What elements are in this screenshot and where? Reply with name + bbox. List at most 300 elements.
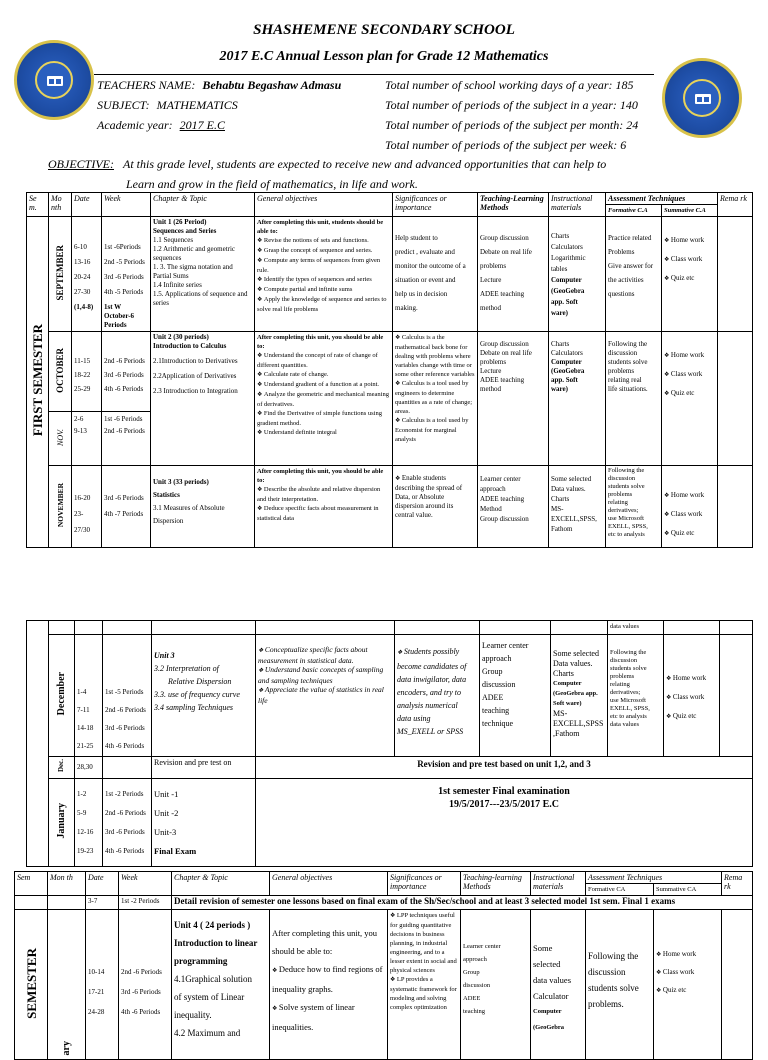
semester-label: SEMESTER <box>23 947 39 1019</box>
objective-item: ❖ Appreciate the value of statistics in real life <box>258 685 392 705</box>
formative-line: relating <box>608 499 628 506</box>
summative-line: ❖ Quiz etc <box>664 384 715 403</box>
material-line: ware) <box>551 385 568 393</box>
objectives-intro: After completing this unit, you should be able to: <box>272 928 378 956</box>
summative-line: ❖ Home work <box>666 669 717 688</box>
material-line: Fathom <box>551 525 573 533</box>
objective-item: ❖ Understand gradient of a function at a point. <box>257 380 390 390</box>
topic: 1.4 Infinite series <box>153 281 202 289</box>
remark-cell <box>722 910 753 1060</box>
significance-line: ❖ Calculus is a tool used by engineers to determine quantities as a rate of change; areas. <box>395 379 475 416</box>
week-value: 3rd -6 Periods <box>104 371 144 379</box>
date-value: 10-14 <box>88 968 105 976</box>
topic: Relative Dispersion <box>168 677 232 686</box>
week-value: 2nd -5 Periods <box>104 258 145 266</box>
formative-line: data values <box>610 721 640 728</box>
week-value: 3rd -6 Periods <box>121 988 161 996</box>
col-date: Date <box>72 193 102 217</box>
exam-dates: 19/5/2017---23/5/2017 E.C <box>449 799 559 810</box>
week-cell <box>102 466 151 548</box>
method-line: method <box>480 385 501 393</box>
topic: Dispersion <box>153 517 184 525</box>
materials-cell <box>549 217 606 332</box>
material-line: MS- <box>553 709 568 718</box>
method-line: Learner center <box>482 641 529 650</box>
semester-cell <box>15 910 48 1060</box>
significance-line: ❖ Students possibly <box>397 645 477 660</box>
significance-cell <box>395 635 480 757</box>
col-assessment: Assessment Techniques <box>606 193 718 205</box>
formative-line: use Microsoft <box>608 515 644 522</box>
significance-cell <box>393 217 478 332</box>
objective-item: ❖ Understand basic concepts of sampling and sampling techniques <box>258 665 392 685</box>
method-line: ADEE <box>482 693 504 702</box>
chapter-cell <box>152 635 256 757</box>
topic: 2.2Application of Derivatives <box>153 372 237 380</box>
significance-line: ❖ Calculus is a the mathematical back bone for dealing with problems where variables change with time or some other reference variables <box>395 333 475 379</box>
methods-cell <box>478 466 549 548</box>
methods-cell <box>478 332 549 466</box>
date-cell <box>75 779 103 867</box>
objective-item: ❖ Compute any terms of sequences from given rule. <box>257 256 390 275</box>
significance-line: data inwigilator, data <box>397 675 467 684</box>
col-significance: Significances or importance <box>393 193 478 217</box>
summative-line: ❖ Home work <box>664 346 715 365</box>
formative-cell <box>606 217 662 332</box>
col-date: Date <box>86 872 119 896</box>
col-materials: Instructional materials <box>531 872 586 896</box>
summative-cell <box>662 332 718 466</box>
formative-line: Practice related <box>608 234 652 242</box>
date-value: 11-15 <box>74 357 91 365</box>
month-cell <box>49 217 72 332</box>
week-cell <box>102 412 151 466</box>
lesson-plan-table-2 <box>26 620 753 867</box>
objective-item: ❖ Deduce specific facts about measurement in statistical data <box>257 504 390 523</box>
significance-line: describing the spread of <box>395 484 463 492</box>
formative-cell <box>586 910 654 1060</box>
objective-item: ❖ Revise the notions of sets and functions. <box>257 236 390 246</box>
teacher-name: Behabtu Begashaw Admasu <box>202 78 342 92</box>
semester-cell <box>27 217 49 548</box>
significance-line: situation or event and <box>395 276 456 284</box>
col-significance: Significances or importance <box>388 872 461 896</box>
significance-line: Help student to <box>395 234 438 242</box>
seal-book-icon <box>35 61 73 99</box>
materials-cell <box>551 635 608 757</box>
week-value: 3rd -6 Periods <box>105 828 145 836</box>
objective-item: ❖ Understand definite integral <box>257 428 390 438</box>
significance-line: ❖ Enable students <box>395 474 475 484</box>
formative-line: students solve <box>610 665 647 672</box>
material-line: selected <box>533 959 561 969</box>
method-line: teaching <box>482 706 510 715</box>
total-periods-month: Total number of periods of the subject per month: 24 <box>385 118 639 132</box>
month-cell <box>49 466 72 548</box>
remark-cell <box>720 635 753 757</box>
col-materials: Instructional materials <box>549 193 606 217</box>
method-line: ADEE teaching <box>480 376 525 384</box>
chapter-cell: Revision and pre test on <box>152 757 256 779</box>
formative-line: EXELL, SPSS, <box>610 705 650 712</box>
formative-line: students solve <box>608 483 645 490</box>
date-value: 12-16 <box>77 828 94 836</box>
material-line: Data values. <box>551 485 586 493</box>
date-value: 5-9 <box>77 809 87 817</box>
date-value: 24-28 <box>88 1008 105 1016</box>
col-remark: Rema rk <box>722 872 753 896</box>
method-line: approach <box>480 485 506 493</box>
material-line: (GeoGebra <box>551 367 585 375</box>
formative-line: derivatives; <box>610 689 641 696</box>
formative-line: relating <box>610 681 630 688</box>
objective-item: ❖ Identify the types of sequences and series <box>257 275 390 285</box>
summative-line: ❖ Class work <box>664 250 715 269</box>
formative-line: problems <box>608 491 633 498</box>
header-row <box>27 193 753 205</box>
objectives-cell <box>255 466 393 548</box>
objective-label: OBJECTIVE: <box>48 157 114 171</box>
formative-line: students solve <box>608 358 648 366</box>
lesson-plan-table-1 <box>26 192 753 548</box>
school-name: SHASHEMENE SECONDARY SCHOOL <box>253 22 515 38</box>
formative-line: Give answer for <box>608 262 654 270</box>
col-methods: Teaching-Learning Methods <box>478 193 549 217</box>
formative-line: discussion <box>608 349 638 357</box>
subject-label: SUBJECT: <box>97 98 150 112</box>
formative-line: Following the <box>608 467 645 474</box>
significance-line: central value. <box>395 511 433 519</box>
date-cell <box>86 910 119 1060</box>
objectives-intro: After completing this unit, you should be able to: <box>257 334 384 350</box>
method-line: Group discussion <box>480 234 529 242</box>
formative-line: questions <box>608 290 635 298</box>
col-methods: Teaching-learning Methods <box>461 872 531 896</box>
topic: 3.2 Interpretation of <box>154 664 219 673</box>
chapter-cell <box>151 466 255 548</box>
summative-line: ❖ Class work <box>664 365 715 384</box>
topic: 3.1 Measures of Absolute <box>153 504 225 512</box>
unit-title: Unit 3 (33 periods) <box>153 478 209 486</box>
date-value: 19-23 <box>77 847 94 855</box>
date-cell <box>75 621 103 635</box>
summative-line: ❖ Quiz etc <box>656 982 719 1000</box>
topic: 3.3. use of frequency curve <box>154 690 240 699</box>
formative-line: Following the <box>608 340 648 348</box>
date-cell <box>72 466 102 548</box>
materials-cell <box>549 466 606 548</box>
formative-line: Following the <box>588 951 639 961</box>
table-row-december <box>27 635 753 757</box>
topic: 1.5. Applications of sequence and series <box>153 290 248 307</box>
header-row <box>15 872 753 884</box>
objectives-cell <box>256 635 395 757</box>
method-line: ADEE <box>463 995 481 1002</box>
table-row-october <box>27 332 753 412</box>
methods-cell <box>480 635 551 757</box>
material-line: Computer <box>551 358 582 366</box>
methods-cell <box>461 910 531 1060</box>
total-days: Total number of school working days of a year: 185 <box>385 78 634 92</box>
significance-cell <box>395 621 480 635</box>
col-formative: Formative CA <box>586 884 654 896</box>
summative-line: ❖ Home work <box>664 486 715 505</box>
material-line: (GeoGebra app. <box>553 690 598 697</box>
material-line: Charts <box>551 495 570 503</box>
month-cell <box>49 757 75 779</box>
material-line: app. Soft <box>551 298 578 306</box>
material-line: (GeoGebra <box>551 287 585 295</box>
topic: of system of Linear <box>174 992 245 1002</box>
objectives-cell <box>255 332 393 466</box>
month-cell <box>49 332 72 412</box>
method-line: Debate on real life problems <box>480 349 532 366</box>
method-line: Debate on real life problems <box>480 248 532 270</box>
chapter-cell <box>151 217 255 332</box>
table-row-dec-revision <box>27 757 753 779</box>
formative-line: discussion <box>610 657 638 664</box>
unit-title: Unit 2 (30 periods) <box>153 333 209 341</box>
summative-line: ❖ Class work <box>656 964 719 982</box>
topic: 4.2 Maximum and <box>174 1028 241 1038</box>
semester-label: FIRST SEMESTER <box>30 324 45 437</box>
objective-line-1 <box>48 157 606 172</box>
topic: inequality. <box>174 1010 212 1020</box>
date-value: 17-21 <box>88 988 105 996</box>
week-value: 4th -6 Periods <box>104 385 144 393</box>
objectives-intro: After completing this unit, you should be able to: <box>257 468 384 484</box>
year-label: Academic year: <box>97 118 173 132</box>
date-value: 1-2 <box>77 790 87 798</box>
date-cell: 3-7 <box>86 896 119 910</box>
formative-cell: data values <box>608 621 664 635</box>
method-line: approach <box>482 654 512 663</box>
week-value: 2nd -6 Periods <box>121 968 162 976</box>
col-assessment: Assessment Techniques <box>586 872 722 884</box>
date-value: 7-11 <box>77 706 90 714</box>
teacher-line <box>97 78 341 93</box>
week-cell <box>102 217 151 332</box>
methods-cell <box>480 621 551 635</box>
method-line: ADEE teaching <box>480 290 525 298</box>
topic: 1. 3. The sigma notation and Partial Sums <box>153 263 233 280</box>
method-line: discussion <box>482 680 516 689</box>
remark-cell <box>718 332 753 466</box>
material-line: Computer <box>533 1008 562 1015</box>
material-line: Soft ware) <box>553 700 582 707</box>
semester-cell <box>15 896 48 910</box>
material-line: tables <box>551 265 568 273</box>
material-line: Computer <box>551 276 582 284</box>
month-cell <box>48 910 86 1060</box>
significance-line: ❖ LPP techniques useful for guiding quantitative decisions in business planning, in industrial engineering, and to a lesser extent in social and physical sciences <box>390 911 458 975</box>
material-line: EXCELL,SPSS, <box>551 515 597 523</box>
objectives-cell <box>270 910 388 1060</box>
formative-line: the activities <box>608 276 644 284</box>
topic: 1.1 Sequences <box>153 236 194 244</box>
date-value: 27-30 <box>74 288 91 296</box>
significance-line: making. <box>395 304 418 312</box>
month-label: NOVEMBER <box>55 482 65 528</box>
week-value: 4th -6 Periods <box>105 742 145 750</box>
week-value: 1st W October-6 Periods <box>104 303 135 329</box>
remark-cell <box>720 621 753 635</box>
formative-cell <box>606 466 662 548</box>
total-periods-year: Total number of periods of the subject in a year: 140 <box>385 98 638 112</box>
significance-line: analysis numerical <box>397 701 458 710</box>
formative-line: problems <box>608 367 635 375</box>
col-objectives: General objectives <box>255 193 393 217</box>
seal-book-icon <box>683 79 721 117</box>
material-line: Some selected <box>553 649 599 658</box>
topic: 2.1Introduction to Derivatives <box>153 357 238 365</box>
method-line: discussion <box>463 982 491 989</box>
objective-item: ❖ Understand the concept of rate of change of different quantities. <box>257 351 390 370</box>
summative-line: ❖ Home work <box>656 946 719 964</box>
week-value: 1st -6 Periods <box>104 415 143 423</box>
col-month: Mo nth <box>49 193 72 217</box>
unit-subtitle: Introduction to linear <box>174 938 258 948</box>
objective-item: ❖ Apply the knowledge of sequence and series to solve real life problems <box>257 295 390 314</box>
lesson-plan-table-3 <box>14 871 753 1060</box>
month-cell <box>49 635 75 757</box>
formative-line: derivatives; <box>608 507 639 514</box>
month-cell <box>49 779 75 867</box>
material-line: app. Soft <box>551 376 578 384</box>
objective-item: ❖ Solve system of linear inequalities. <box>272 998 385 1036</box>
method-line: Group discussion <box>480 340 529 348</box>
formative-cell <box>608 635 664 757</box>
week-value: 1st -2 Periods <box>105 790 144 798</box>
formative-line: life situations. <box>608 385 648 393</box>
unit-subtitle: Sequences and Series <box>153 227 217 235</box>
week-value: 1st -5 Periods <box>105 688 144 696</box>
exam-merged-cell <box>256 779 753 867</box>
method-line: Learner center <box>463 943 501 950</box>
week-cell <box>103 757 152 779</box>
material-line: Some <box>533 943 553 953</box>
table-row-revision <box>15 896 753 910</box>
method-line: Group discussion <box>480 515 529 523</box>
col-chapter: Chapter & Topic <box>172 872 270 896</box>
significance-line: monitor the outcome of a <box>395 262 466 270</box>
col-formative: Formative C.A <box>606 205 662 217</box>
unit-subtitle: programming <box>174 956 228 966</box>
formative-line: Problems <box>608 248 635 256</box>
plan-title: 2017 E.C Annual Lesson plan for Grade 12 Mathematics <box>219 49 549 64</box>
significance-line: dispersion around its <box>395 502 454 510</box>
unit-title: Unit 3 <box>154 651 175 660</box>
materials-cell <box>531 910 586 1060</box>
date-value: 21-25 <box>77 742 94 750</box>
chapter-cell <box>152 779 256 867</box>
unit-title: Unit 1 (26 Period) <box>153 218 207 226</box>
material-line: Calculators <box>551 243 583 251</box>
month-label: SEPTEMBER <box>54 244 65 301</box>
unit-subtitle: Statistics <box>153 491 180 499</box>
significance-cell <box>393 466 478 548</box>
week-value: 3rd -6 Periods <box>104 494 144 502</box>
col-summative: Summative CA <box>654 884 722 896</box>
week-value: 3rd -6 Periods <box>104 273 144 281</box>
week-value: 4th -6 Periods <box>121 1008 161 1016</box>
week-value: 4th -7 Periods <box>104 510 144 518</box>
objective-item: ❖ Deduce how to find regions of inequality graphs. <box>272 960 385 998</box>
summative-cell <box>664 621 720 635</box>
table-row-unit4 <box>15 910 753 1060</box>
remark-cell <box>718 466 753 548</box>
material-line: Calculator <box>533 991 569 1001</box>
chapter-cell <box>151 332 255 466</box>
date-value: 2-6 <box>74 415 84 423</box>
materials-cell <box>551 621 608 635</box>
formative-line: problems <box>610 673 635 680</box>
method-line: Lecture <box>480 276 502 284</box>
methods-cell <box>478 217 549 332</box>
objective-item: ❖ Analyze the geometric and mechanical meaning of derivatives. <box>257 390 390 409</box>
formative-line: relating real <box>608 376 642 384</box>
topic: Final Exam <box>154 846 197 856</box>
date-value: 23-27/30 <box>74 510 90 534</box>
col-sem: Sem <box>15 872 48 896</box>
significance-line: help us in decision <box>395 290 448 298</box>
formative-line: discussion <box>608 475 636 482</box>
month-label: Dec. <box>57 759 65 773</box>
col-week: Week <box>119 872 172 896</box>
objective-item: ❖ Find the Derivative of simple functions using gradient method. <box>257 409 390 428</box>
objective-item: ❖ Conceptualize specific facts about measurement in statistical data. <box>258 645 392 665</box>
month-label: OCTOBER <box>54 347 65 393</box>
date-cell <box>75 635 103 757</box>
material-line: Charts <box>551 340 570 348</box>
col-week: Week <box>102 193 151 217</box>
formative-line: etc to analysis <box>610 713 647 720</box>
revision-merged-cell: Detail revision of semester one lessons based on final exam of the Sh/Sec/school and at least 3 selected model 1st sem. Final 1 exams <box>172 896 753 910</box>
date-cell <box>72 412 102 466</box>
date-value: 14-18 <box>77 724 94 732</box>
date-value: 1-4 <box>77 688 87 696</box>
formative-line: etc to analysis <box>608 531 645 538</box>
date-cell: 28,30 <box>75 757 103 779</box>
material-line: Calculators <box>551 349 583 357</box>
objective-item: ❖ Describe the absolute and relative dispersion and their interpretation. <box>257 485 390 504</box>
objectives-intro: After completing this unit, students should be able to: <box>257 219 384 235</box>
week-cell <box>119 910 172 1060</box>
materials-cell <box>549 332 606 466</box>
objective-item: ❖ Calculate rate of change. <box>257 370 390 380</box>
summative-line: ❖ Quiz etc <box>664 269 715 288</box>
significance-line: Data, or Absolute <box>395 493 445 501</box>
summative-line: ❖ Class work <box>664 505 715 524</box>
unit-title: Unit 4 ( 24 periods ) <box>174 920 251 930</box>
material-line: data values <box>533 975 571 985</box>
method-line: ADEE teaching <box>480 495 525 503</box>
revision-merged-cell: Revision and pre test based on unit 1,2, and 3 <box>256 757 753 779</box>
week-value: 2nd -6 Periods <box>104 357 145 365</box>
total-periods-week: Total number of periods of the subject per week: 6 <box>385 138 627 152</box>
table-row-top <box>27 621 753 635</box>
significance-line: become candidates of <box>397 662 467 671</box>
week-value: 2nd -6 Periods <box>105 809 146 817</box>
formative-line: students solve <box>588 983 639 993</box>
subject-line <box>97 98 238 113</box>
seal-right <box>662 58 742 138</box>
material-line: ,Fathom <box>553 729 580 738</box>
month-cell <box>49 621 75 635</box>
method-line: Method <box>480 505 502 513</box>
summative-line: ❖ Class work <box>666 688 717 707</box>
material-line: Charts <box>551 232 570 240</box>
